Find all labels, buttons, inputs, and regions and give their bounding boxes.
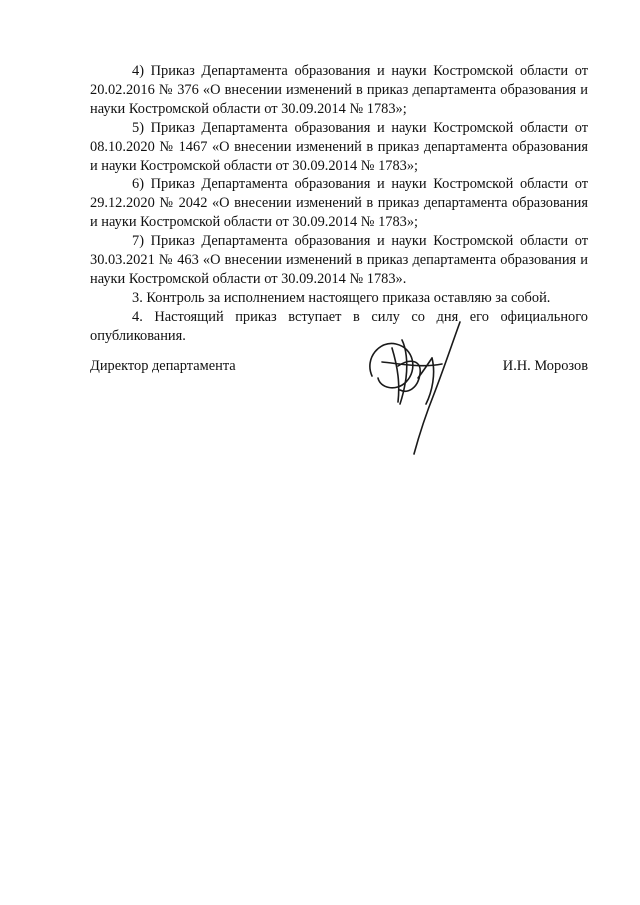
signature-block xyxy=(90,348,588,468)
list-item-7: 7) Приказ Департамента образования и науки Костромской области от 30.03.2021 № 463 «О внесении изменений в приказ департамента образования и науки Костромской области от 30.09.2014 № 1783». xyxy=(90,233,588,287)
list-item-6: 6) Приказ Департамента образования и науки Костромской области от 29.12.2020 № 2042 «О внесении изменений в приказ департамента образования и науки Костромской области от 30.09.2014 № 1783»; xyxy=(90,176,588,231)
signer-name: И.Н. Морозов xyxy=(502,358,588,374)
handwritten-signature xyxy=(362,318,482,458)
signer-title: Директор департамента xyxy=(90,358,236,374)
paragraph-control: 3. Контроль за исполнением настоящего приказа оставляю за собой. xyxy=(132,289,551,306)
paragraph-effective: 4. Настоящий приказ вступает в силу со дня его официального опубликования. xyxy=(90,308,588,344)
list-item-4: 4) Приказ Департамента образования и науки Костромской области от 20.02.2016 № 376 «О внесении изменений в приказ департамента образования и науки Костромской области от 30.09.2014 № 1783»; xyxy=(90,63,588,117)
list-item-5: 5) Приказ Департамента образования и науки Костромской области от 08.10.2020 № 1467 «О внесении изменений в приказ департамента образования и науки Костромской области от 30.09.2014 № 1783»; xyxy=(90,119,588,174)
document-body xyxy=(90,62,588,346)
